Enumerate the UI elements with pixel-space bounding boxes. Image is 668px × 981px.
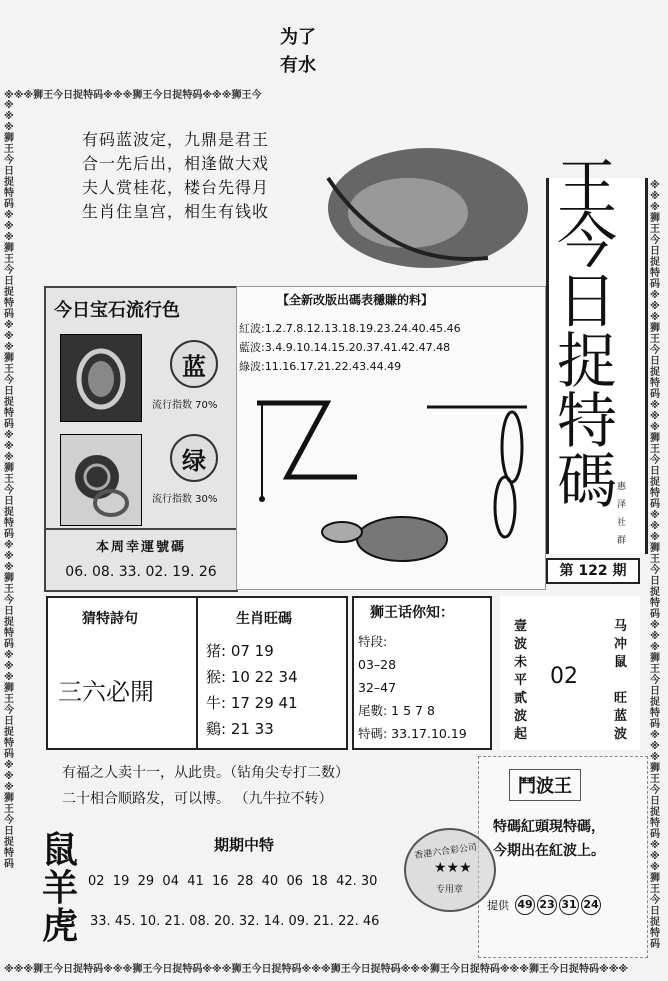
lion-tips-title: 狮王话你知： xyxy=(370,605,454,621)
index-green: 流行指数 30% xyxy=(152,494,218,505)
poem: 有码蓝波定，九鼎是君王 合一先后出，相逢做大戏 夫人赏桂花，楼台先得月 生肖住皇宫，相生有钱收 xyxy=(82,130,270,221)
bopai-balls xyxy=(515,893,603,915)
border-left: ※※※狮王今日捉特码※※※狮王今日捉特码※※※狮王今日捉特码※※※狮王今日捉特码※※※狮王今日捉特码※※※狮王今日捉特码※※※狮王今日捉特码 xyxy=(4,100,14,870)
star-icon: ★★★ xyxy=(434,860,472,876)
wave-col1: 壹 波 未 平 贰 波 起 xyxy=(514,619,528,742)
ball: 23 xyxy=(537,895,557,915)
green-wave: 綠波:11.16.17.21.22.43.44.49 xyxy=(239,360,402,373)
top-text: 为了 有水 xyxy=(280,27,316,76)
waves-box xyxy=(236,286,546,590)
gem-title: 今日宝石流行色 xyxy=(54,300,180,321)
title-sub: 惠 泽 社 群 xyxy=(617,482,627,546)
zodiac-title: 生肖旺碼 xyxy=(236,611,292,627)
red-wave: 紅波:1.2.7.8.12.13.18.19.23.24.40.45.46 xyxy=(239,322,461,335)
bopai-box xyxy=(478,756,648,958)
ball: 31 xyxy=(559,895,579,915)
lucky-numbers: 06. 08. 33. 02. 19. 26 xyxy=(65,564,217,580)
bopai-title: 鬥波王 xyxy=(509,769,581,801)
bottom-zodiac: 鼠 羊 虎 xyxy=(42,830,79,947)
index-blue: 流行指数 70% xyxy=(152,400,218,411)
gem-box xyxy=(44,286,238,592)
wave-number: 02 xyxy=(550,664,578,689)
lucky-label: 本周幸運號碼 xyxy=(95,540,186,555)
zodiac-list: 猪: 07 19 猴: 10 22 34 牛: 17 29 41 鷄: 21 33 xyxy=(206,642,298,738)
bottom-row1: 02 19 29 04 41 16 28 40 06 18 42. 30 xyxy=(88,874,378,889)
wave-col2: 马 冲 鼠 旺 蓝 波 xyxy=(614,619,628,742)
lion-tips-box xyxy=(352,596,492,750)
zodiac-box xyxy=(196,596,348,750)
lion-image xyxy=(328,178,548,268)
guess-box xyxy=(46,596,198,750)
border-bottom: ※※※狮王今日捉特码※※※狮王今日捉特码※※※狮王今日捉特码※※※狮王今日捉特码※※※狮王今日捉特码※※※狮王今日捉特码※※※ xyxy=(4,964,629,975)
bopai-label: 提供 xyxy=(487,899,509,912)
waves-title: 【全新改版出碼表穩賺的料】 xyxy=(277,293,434,307)
sayings: 有福之人卖十一，从此贵。（钻角尖专打二数） 二十相合顺路发，可以博。 （九牛拉不转） xyxy=(62,765,349,807)
bopai-lines: 特碼紅頭現特碼， 今期出在紅波上。 xyxy=(493,819,605,859)
bottom-row2: 33. 45. 10. 21. 08. 20. 32. 14. 09. 21. 22. 46 xyxy=(90,914,380,929)
puzzle-drawing xyxy=(247,367,537,582)
gem-necklace-image xyxy=(60,334,142,422)
ball: 49 xyxy=(515,895,535,915)
ball: 24 xyxy=(581,895,601,915)
gem-ring-image xyxy=(60,434,142,526)
title-panel xyxy=(546,153,648,554)
blue-wave: 藍波:3.4.9.10.14.15.20.37.41.42.47.48 xyxy=(239,341,451,354)
issue-number: 第 122 期 xyxy=(546,558,640,584)
border-top: ※※※狮王今日捉特码※※※狮王今日捉特码※※※狮王今 xyxy=(4,90,262,101)
page-title: 王 今 日 捉 特 碼 xyxy=(557,153,617,517)
wave-box xyxy=(500,596,640,750)
color-badge-blue: 蓝 xyxy=(170,340,218,388)
guess-title: 猜特詩句 xyxy=(82,611,138,627)
guess-text: 三六必開 xyxy=(58,678,154,706)
lion-tips-list: 特段: 03–28 32–47 尾數: 1 5 7 8 特碼: 33.17.10.19 xyxy=(358,634,467,741)
bottom-title: 期期中特 xyxy=(214,836,275,854)
color-badge-green: 绿 xyxy=(170,434,218,482)
company-seal: 香港六合彩公司 ★★★ 专用章 xyxy=(404,828,496,912)
divider xyxy=(46,528,236,530)
border-right: ※※※狮王今日捉特码※※※狮王今日捉特码※※※狮王今日捉特码※※※狮王今日捉特码※※※狮王今日捉特码※※※狮王今日捉特码※※※狮王今日捉特码 xyxy=(650,180,660,950)
